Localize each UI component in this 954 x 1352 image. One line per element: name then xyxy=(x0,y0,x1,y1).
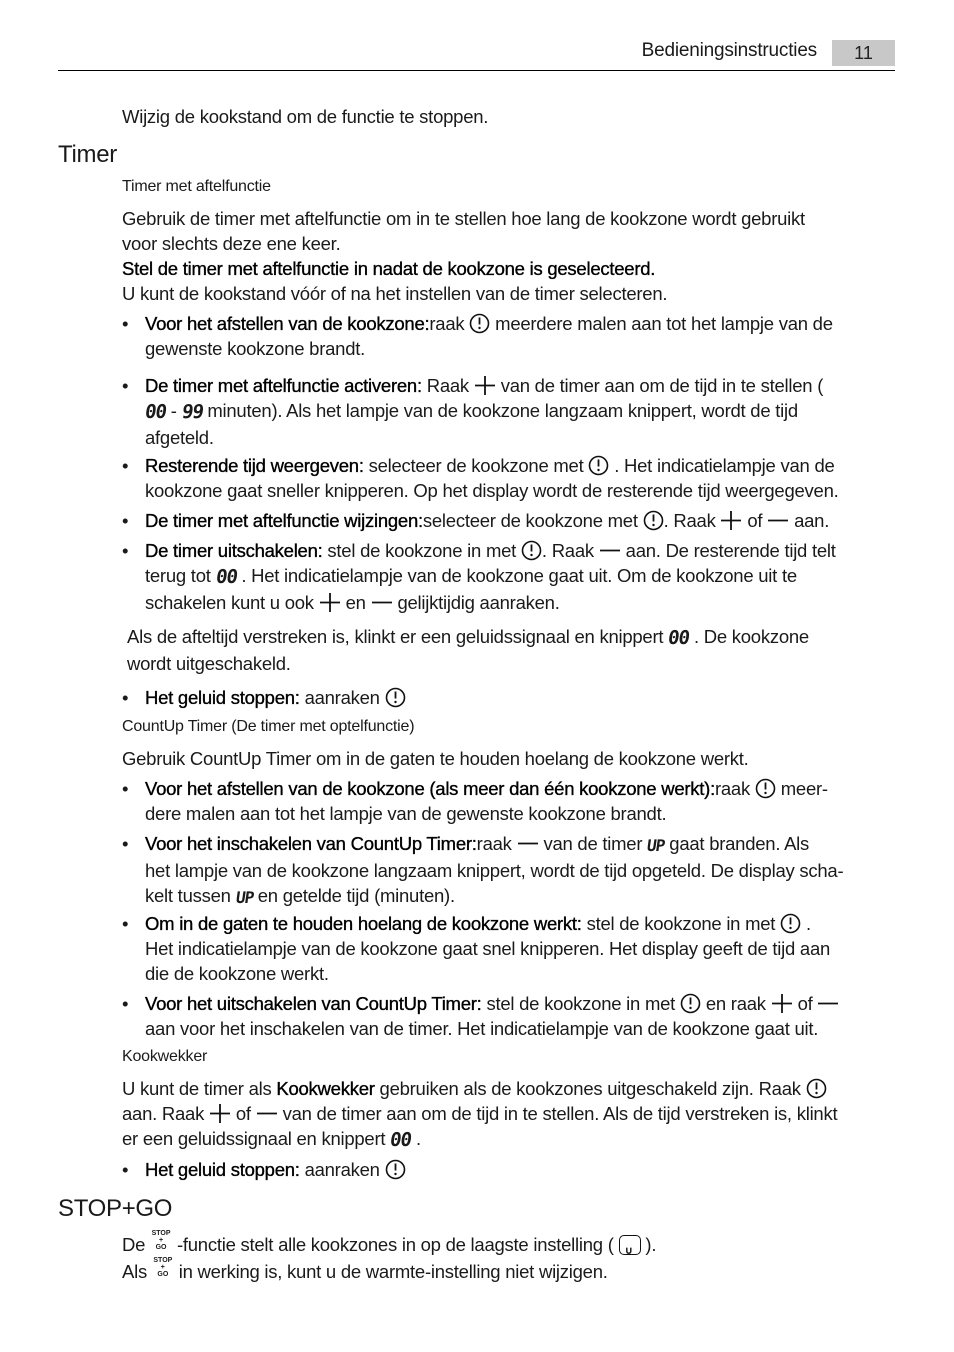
text-line: voor slechts deze ene keer. xyxy=(122,233,341,254)
stop-go-icon xyxy=(150,1230,172,1251)
bold-label: Om in de gaten te houden hoelang de kookzone werkt: xyxy=(145,913,582,934)
text-run: of xyxy=(797,993,813,1014)
text-line: die de kookzone werkt. xyxy=(145,963,329,984)
text-run: . Het indicatielampje van de xyxy=(614,455,835,476)
minus-icon xyxy=(371,592,393,613)
text-run: terug tot xyxy=(145,565,211,586)
low-setting-icon xyxy=(619,1235,641,1255)
bullet-dot: • xyxy=(122,540,129,561)
timer-icon xyxy=(521,540,542,561)
text-run: Als de afteltijd verstreken is, klinkt er een geluidssignaal en knippert xyxy=(127,626,664,647)
plus-icon xyxy=(771,993,793,1014)
text-run: er een geluidssignaal en knippert xyxy=(122,1128,386,1149)
section-heading-timer: Timer xyxy=(58,141,117,168)
bullet-dot: • xyxy=(122,313,129,334)
text-run: . Raak xyxy=(541,540,594,561)
text-run: raak xyxy=(476,833,512,854)
paragraph-stopgo xyxy=(122,1230,892,1284)
bold-label: Voor het uitschakelen van CountUp Timer: xyxy=(145,993,482,1014)
text-run: - xyxy=(170,400,177,421)
bullet-dot: • xyxy=(122,913,129,934)
timer-icon xyxy=(385,1159,406,1180)
bullet-dot: • xyxy=(122,455,129,476)
display-digits: 99 xyxy=(180,401,205,423)
text-line: dere malen aan tot het lampje van de gewenste kookzone brandt. xyxy=(145,803,667,824)
text-run: van de timer aan om de tijd in te stellen ( xyxy=(500,375,824,396)
stop-go-icon xyxy=(152,1257,174,1278)
text-line: U kunt de kookstand vóór of na het instellen van de timer selecteren. xyxy=(122,283,668,304)
text-run: raak xyxy=(714,778,750,799)
stop-go-label: STOP xyxy=(153,1257,173,1264)
text-run: De xyxy=(122,1234,146,1255)
text-run: en getelde tijd (minuten). xyxy=(257,885,455,906)
bold-label: Het geluid stoppen: xyxy=(145,687,300,708)
timer-icon xyxy=(385,687,406,708)
timer-icon xyxy=(643,510,664,531)
header-divider xyxy=(58,70,895,71)
text-run: van de timer xyxy=(543,833,643,854)
plus-icon xyxy=(474,375,496,396)
text-run: U kunt de timer als xyxy=(122,1078,272,1099)
text-run: aan. Raak xyxy=(122,1103,205,1124)
text-run: selecteer de kookzone met xyxy=(368,455,584,476)
text-run: -functie stelt alle kookzones in op de laagste instelling ( xyxy=(176,1234,614,1255)
header-title: Bedieningsinstructies xyxy=(641,40,817,61)
timer-icon xyxy=(588,455,609,476)
text-line: wordt uitgeschakeld. xyxy=(127,653,291,674)
plus-icon xyxy=(720,510,742,531)
text-run: meerdere malen aan tot het lampje van de xyxy=(495,313,833,334)
text-line: afgeteld. xyxy=(145,427,214,448)
text-run: gebruiken als de kookzones uitgeschakeld zijn. Raak xyxy=(379,1078,801,1099)
bold-label: De timer met aftelfunctie wijzingen: xyxy=(145,510,423,531)
text-run: van de timer aan om de tijd in te stellen. Als de tijd verstreken is, klinkt xyxy=(282,1103,838,1124)
bullet-dot: • xyxy=(122,833,129,854)
bullet-dot: • xyxy=(122,778,129,799)
bold-label: Kookwekker xyxy=(276,1078,375,1099)
text-run: aanraken xyxy=(304,687,380,708)
text-run: aanraken xyxy=(304,1159,380,1180)
text-run: stel de kookzone in met xyxy=(486,993,676,1014)
stop-go-label: + xyxy=(160,1264,165,1271)
bullet-dot: • xyxy=(122,687,129,708)
text-run: ). xyxy=(645,1234,657,1255)
text-line-bold: Stel de timer met aftelfunctie in nadat de kookzone is geselecteerd. xyxy=(122,258,656,279)
display-digits: 00 xyxy=(388,1129,413,1151)
text-run: Als xyxy=(122,1261,147,1282)
paragraph-countdown-intro xyxy=(122,206,892,306)
paragraph-kookwekker xyxy=(122,1076,892,1153)
text-run: . xyxy=(415,1128,421,1149)
timer-icon xyxy=(755,778,776,799)
timer-icon xyxy=(806,1078,827,1099)
text-run: gaat branden. Als xyxy=(669,833,810,854)
display-digits: 00 xyxy=(214,566,239,588)
text-run: stel de kookzone in met xyxy=(327,540,517,561)
up-display: UP xyxy=(234,888,255,907)
bullet-dot: • xyxy=(122,993,129,1014)
bold-label: De timer uitschakelen: xyxy=(145,540,323,561)
up-display: UP xyxy=(645,836,666,855)
text-run: stel de kookzone in met xyxy=(586,913,776,934)
minus-icon xyxy=(817,993,839,1014)
minus-icon xyxy=(256,1103,278,1124)
section-heading-stopgo: STOP+GO xyxy=(58,1195,173,1222)
bold-label: Resterende tijd weergeven: xyxy=(145,455,364,476)
timer-icon xyxy=(469,313,490,334)
text-line: kookzone gaat sneller knipperen. Op het display wordt de resterende tijd weergegeven. xyxy=(145,480,839,501)
text-run: schakelen kunt u ook xyxy=(145,592,314,613)
subheading-countdown: Timer met aftelfunctie xyxy=(122,178,271,195)
stop-go-label: GO xyxy=(157,1271,169,1278)
plus-icon xyxy=(319,592,341,613)
intro-text: Wijzig de kookstand om de functie te stoppen. xyxy=(122,106,489,127)
bullet-dot: • xyxy=(122,510,129,531)
text-line: Het indicatielampje van de kookzone gaat snel knipperen. Het display geeft de tijd aan xyxy=(145,938,831,959)
text-run: in werking is, kunt u de warmte-instelling niet wijzigen. xyxy=(178,1261,608,1282)
text-run: . Het indicatielampje van de kookzone gaat uit. Om de kookzone uit te xyxy=(241,565,797,586)
stop-go-label: STOP xyxy=(151,1230,171,1237)
text-run: raak xyxy=(429,313,465,334)
timer-icon xyxy=(680,993,701,1014)
bold-label: Het geluid stoppen: xyxy=(145,1159,300,1180)
text-run: . De kookzone xyxy=(693,626,809,647)
text-run: aan. De resterende tijd telt xyxy=(625,540,836,561)
minus-icon xyxy=(767,510,789,531)
paragraph-time-expired xyxy=(127,624,892,676)
stop-go-label: GO xyxy=(155,1244,167,1251)
text-run: kelt tussen xyxy=(145,885,231,906)
text-line: gewenste kookzone brandt. xyxy=(145,338,366,359)
minus-icon xyxy=(599,540,621,561)
text-run: en xyxy=(345,592,366,613)
low-setting-symbol: ∪ xyxy=(624,1245,634,1257)
text-run: meer- xyxy=(780,778,828,799)
stop-go-label: + xyxy=(159,1237,164,1244)
display-digits: 00 xyxy=(143,401,168,423)
text-run: of xyxy=(747,510,763,531)
subheading-countup: CountUp Timer (De timer met optelfunctie) xyxy=(122,718,415,735)
text-run: selecteer de kookzone met xyxy=(422,510,638,531)
text-run: . xyxy=(805,913,811,934)
page-number: 11 xyxy=(832,40,895,66)
text-run: gelijktijdig aanraken. xyxy=(397,592,560,613)
plus-icon xyxy=(209,1103,231,1124)
text-run: Raak xyxy=(426,375,469,396)
bold-label: Voor het afstellen van de kookzone: xyxy=(145,313,430,334)
text-run: . Raak xyxy=(663,510,716,531)
text-line: het lampje van de kookzone langzaam knippert, wordt de tijd opgeteld. De display scha- xyxy=(145,860,844,881)
bold-label: De timer met aftelfunctie activeren: xyxy=(145,375,422,396)
text-line: Gebruik de timer met aftelfunctie om in te stellen hoe lang de kookzone wordt gebruikt xyxy=(122,208,805,229)
text-run: en raak xyxy=(705,993,766,1014)
bold-label: Voor het afstellen van de kookzone (als meer dan één kookzone werkt): xyxy=(145,778,715,799)
text-line: aan voor het inschakelen van de timer. Het indicatielampje van de kookzone gaat uit. xyxy=(145,1018,819,1039)
timer-icon xyxy=(780,913,801,934)
text-run: minuten). Als het lampje van de kookzone langzaam knippert, wordt de tijd xyxy=(207,400,798,421)
bold-label: Voor het inschakelen van CountUp Timer: xyxy=(145,833,477,854)
paragraph-countup-intro: Gebruik CountUp Timer om in de gaten te houden hoelang de kookzone werkt. xyxy=(122,748,749,769)
text-run: aan. xyxy=(794,510,830,531)
subheading-kookwekker: Kookwekker xyxy=(122,1048,208,1065)
text-run: of xyxy=(235,1103,251,1124)
display-digits: 00 xyxy=(666,627,691,649)
bullet-dot: • xyxy=(122,375,129,396)
minus-icon xyxy=(517,833,539,854)
bullet-dot: • xyxy=(122,1159,129,1180)
